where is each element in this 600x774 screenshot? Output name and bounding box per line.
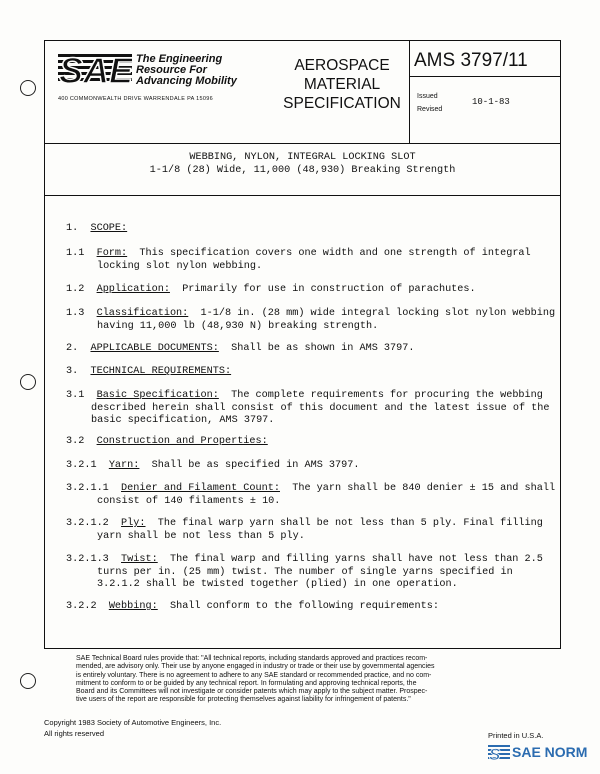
section-number: 3.2.1.2 — [66, 518, 109, 529]
section-text: locking slot nylon webbing. — [97, 260, 263, 272]
revised-label: Revised — [417, 106, 443, 113]
title-line-1: WEBBING, NYLON, INTEGRAL LOCKING SLOT — [189, 152, 416, 163]
document-title — [44, 152, 561, 177]
section-text: 1-1/8 in. (28 mm) wide integral locking slot nylon webbing — [200, 308, 556, 319]
tagline-line: Resource For — [136, 64, 207, 76]
issued-label: Issued — [417, 93, 438, 100]
notice-line: mitment to conform to or be guided by any technical report. In formulating and approving technical reports, the — [76, 679, 417, 687]
doc-type-line: SPECIFICATION — [283, 95, 401, 112]
notice-line: tive users of the report are responsible for protecting themselves against liability for infringement of patents." — [76, 696, 411, 704]
section-number: 3.2.1.1 — [66, 483, 109, 494]
section-heading: Twist: — [121, 554, 158, 565]
section-text: having 11,000 lb (48,930 N) breaking strength. — [97, 320, 379, 332]
section-number: 3.2.1 — [66, 460, 97, 471]
section-heading: Basic Specification: — [96, 390, 219, 401]
section-heading: Webbing: — [108, 601, 158, 612]
section-heading: Ply: — [121, 518, 146, 529]
logo-text: SAE — [59, 52, 132, 88]
section-number: 2. — [66, 343, 79, 354]
section-heading: Form: — [96, 248, 128, 259]
section-heading: Yarn: — [108, 460, 140, 471]
section-number: 1.1 — [66, 248, 85, 259]
section-text: basic specification, AMS 3797. — [91, 415, 275, 426]
tagline-line: Advancing Mobility — [136, 75, 237, 87]
section-1-1 — [66, 248, 531, 273]
svg-text:S: S — [489, 745, 501, 763]
section-heading: Denier and Filament Count: — [121, 483, 280, 494]
sae-address: 400 COMMONWEALTH DRIVE WARRENDALE PA 15096 — [58, 96, 213, 102]
section-heading: Construction and Properties: — [96, 436, 268, 447]
section-3-2 — [66, 436, 268, 449]
notice-line: is entirely voluntary. There is no agreement to adhere to any SAE standard or recommended practice, and no com- — [76, 671, 432, 679]
printed-in: Printed in U.S.A. — [488, 731, 544, 740]
section-text: turns per in. (25 mm) twist. The number of single yarns specified in — [97, 566, 513, 578]
document-type — [272, 56, 412, 113]
punch-hole — [20, 673, 36, 689]
section-text: Shall be as shown in AMS 3797. — [231, 343, 415, 354]
section-heading: Classification: — [96, 308, 189, 319]
notice-line: mended, are advisory only. Their use by anyone engaged in industry or trade or their use by governmental agencies — [76, 663, 435, 671]
punch-hole — [20, 80, 36, 96]
notice-line: SAE Technical Board rules provide that: "All technical reports, including standards approved and practices recom- — [76, 655, 428, 662]
sae-tagline — [136, 54, 237, 87]
spec-number: AMS 3797/11 — [414, 50, 528, 71]
section-2 — [66, 343, 415, 356]
copyright: Copyright 1983 Society of Automotive Engineers, Inc. — [44, 718, 222, 727]
section-text: described herein shall consist of this document and the latest issue of the — [91, 402, 550, 414]
section-3-2-2 — [66, 601, 439, 614]
section-number: 3.2 — [66, 436, 85, 447]
sae-technical-board-notice — [76, 655, 435, 705]
section-number: 3.1 — [66, 390, 85, 401]
section-heading: APPLICABLE DOCUMENTS: — [90, 343, 219, 354]
section-number: 1. — [66, 223, 79, 234]
sae-norm-stamp — [488, 742, 588, 766]
section-text: consist of 140 filaments ± 10. — [97, 495, 281, 507]
section-text: The final warp and filling yarns shall have not less than 2.5 — [169, 554, 543, 565]
section-number: 3. — [66, 366, 79, 377]
tagline-line: The Engineering — [136, 53, 223, 65]
section-text: Shall conform to the following requirements: — [169, 601, 439, 612]
issued-date: 10-1-83 — [472, 97, 510, 107]
section-number: 1.2 — [66, 284, 85, 295]
section-text: Shall be as specified in AMS 3797. — [151, 460, 360, 471]
section-1 — [66, 223, 127, 236]
notice-line: Board and its Committees will not investigate or consider patents which may apply to the subject matter. Prospec- — [76, 688, 428, 696]
section-heading: Application: — [96, 284, 170, 295]
doc-type-line: AEROSPACE — [294, 57, 390, 74]
punch-hole — [20, 374, 36, 390]
section-number: 3.2.1.3 — [66, 554, 109, 565]
sae-logo — [58, 52, 132, 88]
section-1-2 — [66, 284, 476, 297]
section-3-2-1-1 — [66, 483, 555, 508]
title-line-2: 1-1/8 (28) Wide, 11,000 (48,930) Breaking Strength — [149, 164, 456, 176]
section-number: 3.2.2 — [66, 601, 97, 612]
stamp-text: SAE NORM — [512, 744, 588, 760]
section-text: The yarn shall be 840 denier ± 15 and shall — [292, 483, 556, 494]
doc-type-line: MATERIAL — [303, 76, 381, 93]
section-text: Primarily for use in construction of parachutes. — [182, 284, 476, 295]
title-divider — [44, 195, 561, 196]
section-3-1 — [66, 390, 550, 428]
section-text: The final warp yarn shall be not less than 5 ply. Final filling — [157, 518, 543, 529]
section-text: The complete requirements for procuring the webbing — [231, 390, 543, 401]
section-text: This specification covers one width and one strength of integral — [139, 248, 531, 259]
section-3 — [66, 366, 231, 379]
section-3-2-1 — [66, 460, 359, 473]
rights-reserved: All rights reserved — [44, 729, 105, 738]
section-heading: TECHNICAL REQUIREMENTS: — [90, 366, 232, 377]
section-text: 3.2.1.2 shall be twisted together (plied) in one operation. — [97, 579, 458, 590]
sae-norm-logo-icon — [488, 743, 510, 763]
section-3-2-1-2 — [66, 518, 543, 543]
section-text: yarn shall be not less than 5 ply. — [97, 530, 305, 542]
section-heading: SCOPE: — [90, 223, 128, 234]
header-divider — [44, 143, 561, 144]
section-number: 1.3 — [66, 308, 85, 319]
section-1-3 — [66, 308, 555, 333]
section-3-2-1-3 — [66, 554, 543, 592]
